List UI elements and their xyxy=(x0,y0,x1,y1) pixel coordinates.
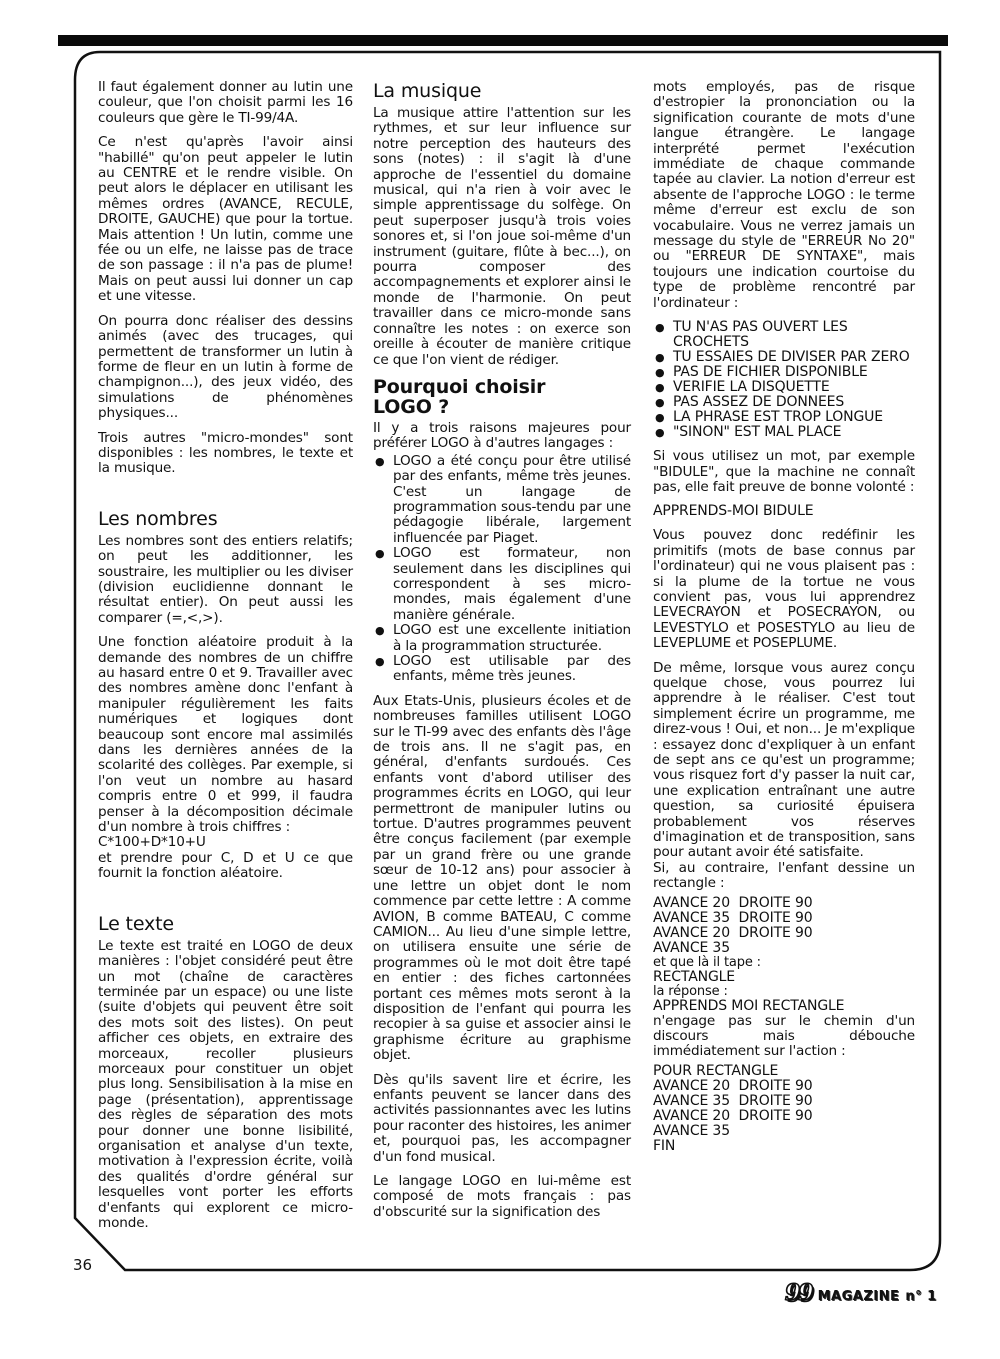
list-item: ● PAS DE FICHIER DISPONIBLE xyxy=(653,365,915,380)
code-line: AVANCE 35 DROITE 90 xyxy=(653,1092,813,1109)
code-line: FIN xyxy=(653,1137,676,1154)
paragraph: n'engage pas sur le chemin d'un discours mais débouche immédiatement sur l'action : xyxy=(653,1012,915,1060)
paragraph: Il faut également donner au lutin une couleur, que l'on choisit parmi les 16 couleurs que gère le TI-99/4A. xyxy=(98,79,353,126)
code-block-pour-rectangle xyxy=(653,1064,915,1154)
paragraph: Le texte est traité en LOGO de deux manières : l'objet considéré peut être un mot (chaîne de caractères terminée par un espace) ou une liste (suite d'objets qui peuvent être soit des mots soit des listes). On peut afficher ces objets, en extraire des morceaux, recoller plusieurs morceaux pour constituer un objet plus long. Sensibilisation à la mise en page (présentation), apprentissage des règles de séparation des mots pour donner une bonne lisibilité, organisation et analyse d'un texte, motivation à l'expression écrite, voilà des qualités d'ordre général sur lesquelles vont porter les efforts d'enfants qui explorent ce micro-monde. xyxy=(98,937,353,1231)
paragraph: Ce n'est qu'après l'avoir ainsi "habillé" qu'on peut appeler le lutin au CENTRE et le rendre visible. On peut alors le déplacer en utilisant les mêmes ordres (AVANCE, RECULE, DROITE, GAUCHE) que pour la tortue. Mais attention ! Un lutin, comme une fée ou un elfe, ne laisse pas de trace de son passage : il n'a pas de plume! Mais on peut aussi lui donner un cap et une vitesse. xyxy=(98,134,353,305)
list-item: ● PAS ASSEZ DE DONNEES xyxy=(653,395,915,410)
code-line: APPRENDS MOI RECTANGLE xyxy=(653,997,845,1014)
section-heading-texte: Le texte xyxy=(98,912,174,935)
code-line: AVANCE 35 xyxy=(653,939,730,956)
paragraph: Une fonction aléatoire produit à la demande des nombres de un chiffre au hasard entre 0 et 9. Travailler avec des nombres amène donc l'enfant à manipuler régulièrement les faits numériques et logiques dont beaucoup sont encore mal assimilés dans les dernières années de la scolarité des collèges. Par exemple, si l'on veut un nombre au hasard compris entre 0 et 999, il faudra penser à la décomposition décimale d'un nombre à trois chiffres : xyxy=(98,634,353,836)
text-line: et que là il tape : xyxy=(653,954,761,970)
magazine-footer xyxy=(785,1280,937,1306)
paragraph: Il y a trois raisons majeures pour préférer LOGO à d'autres langages : xyxy=(373,419,631,452)
code-line: AVANCE 35 xyxy=(653,1122,730,1139)
reasons-list xyxy=(373,454,631,685)
code-line: RECTANGLE xyxy=(653,968,736,985)
paragraph: mots employés, pas de risque d'estropier la prononciation ou la signification courante de mots d'une langue étrangère. Le langage interprété permet l'exécution immédiate de chaque commande tapée au clavier. La notion d'erreur est absente de l'approche LOGO : le terme même d'erreur est exclu de son vocabulaire. Vous ne verrez jamais un message du style de "ERREUR No 20" ou "ERREUR DE SYNTAXE", mais toujours une indication courtoise du type de problème rencontré par l'ordinateur : xyxy=(653,79,915,311)
code-line: AVANCE 35 DROITE 90 xyxy=(653,909,813,926)
list-item: ● LOGO est formateur, non seulement dans les disciplines qui correspondent à ses micro-mondes, mais également d'une manière générale. xyxy=(373,546,631,623)
paragraph: On pourra donc réaliser des dessins animés (avec des trucages, qui permettent de transformer un lutin à forme de fleur en un lutin à forme de champignon...), des jeux vidéo, des simulations de phénomènes physiques... xyxy=(98,312,353,422)
column-1 xyxy=(98,80,353,1240)
paragraph: Si vous utilisez un mot, par exemple "BIDULE", que la machine ne connaît pas, elle fait preuve de bonne volonté : xyxy=(653,448,915,495)
list-item: ● VERIFIE LA DISQUETTE xyxy=(653,380,915,395)
magazine-name: MAGAZINE xyxy=(817,1289,900,1304)
column-3 xyxy=(653,80,915,1163)
magazine-logo-icon: 99 xyxy=(785,1280,812,1306)
code-line: AVANCE 20 DROITE 90 xyxy=(653,1107,813,1124)
paragraph: Le langage LOGO en lui-même est composé de mots français : pas d'obscurité sur la signification des xyxy=(373,1173,631,1220)
paragraph: Vous pouvez donc redéfinir les primitifs (mots de base connus par l'ordinateur) qui ne vous plaisent pas : si la plume de la tortue ne vous convient pas, vous lui apprendrez LEVECRAYON et POSECRAYON, ou LEVESTYLO et POSESTYLO au lieu de LEVEPLUME et POSEPLUME. xyxy=(653,527,915,652)
code-line: POUR RECTANGLE xyxy=(653,1062,779,1079)
issue-number: n° 1 xyxy=(905,1289,937,1304)
section-heading-pourquoi: Pourquoi choisir LOGO ? xyxy=(373,375,546,418)
paragraph: De même, lorsque vous aurez conçu quelque chose, vous pourrez lui apprendre à le réaliser. C'est tout simplement écrire un programme, me direz-vous ! Oui, et non... Je m'explique : essayez donc d'expliquer à un enfant de sept ans ce qu'est un programme; vous risquez fort d'y passer la nuit car, une explication entraînant une autre question, sa curiosité épuisera probablement vos réserves d'imagination et de transposition, sans pour autant avoir été satisfaite. xyxy=(653,659,915,861)
section-heading-nombres: Les nombres xyxy=(98,507,218,530)
list-item: ● LOGO est utilisable par des enfants, même très jeunes. xyxy=(373,654,631,685)
code-line: AVANCE 20 DROITE 90 xyxy=(653,924,813,941)
list-item: ● TU N'AS PAS OUVERT LES CROCHETS xyxy=(653,320,915,350)
code-line: APPRENDS-MOI BIDULE xyxy=(653,503,814,520)
code-block-rectangle xyxy=(653,896,915,956)
formula: C*100+D*10+U xyxy=(98,834,206,851)
paragraph: Dès qu'ils savent lire et écrire, les enfants peuvent se lancer dans des activités passionnantes avec les lutins pour raconter des histoires, les animer et, pourquoi pas, les accompagner d'un fond musical. xyxy=(373,1071,631,1165)
list-item: ● "SINON" EST MAL PLACE xyxy=(653,425,915,440)
paragraph: Aux Etats-Unis, plusieurs écoles et de nombreuses familles utilisent LOGO sur le TI-99 avec des enfants dès l'âge de trois ans. Il ne s'agit pas, en général, d'enfants surdoués. Ces enfants vont d'abord utiliser des programmes écrits en LOGO, qui leur permettront de manipuler lutins ou tortue. D'autres programmes peuvent être conçus facilement (par exemple par un grand frère ou une grande sœur de 10-12 ans) pour associer à une lettre un objet dont le nom commence par cette lettre : A comme AVION, B comme BATEAU, C comme CAMION... Au lieu d'une simple lettre, on utilisera ensuite une série de programmes où le mot doit être tapé en entier : des fiches cartonnées portant ces mêmes mots seront à la disposition de l'enfant qui pourra les recopier à sa guise et associer ainsi le graphisme écriture au graphisme objet. xyxy=(373,692,631,1064)
paragraph: La musique attire l'attention sur les rythmes, et sur leur influence sur notre perception des hauteurs des sons (notes) : il s'agit là d'une approche de l'essentiel du domaine musical, qui n'a rien à voir avec le simple apprentissage du solfège. On peut superposer jusqu'à trois voies sonores et, si l'on joue soi-même d'un instrument (guitare, flûte à bec...), on pourra composer des accompagnements et explorer ainsi le monde de l'harmonie. On peut travailler dans ce micro-monde sans connaître les notes : on exerce son oreille à écouter de manière critique ce que l'on vient de rédiger. xyxy=(373,105,631,368)
list-item: ● LOGO est une excellente initiation à la programmation structurée. xyxy=(373,623,631,654)
column-2 xyxy=(373,80,631,1229)
code-line: AVANCE 20 DROITE 90 xyxy=(653,894,813,911)
list-item: ● LOGO a été conçu pour être utilisé par des enfants, même très jeunes. C'est un langage de programmation sous-tendu par une pédagogie libérale, largement influencée par Piaget. xyxy=(373,454,631,546)
list-item: ● TU ESSAIES DE DIVISER PAR ZERO xyxy=(653,350,915,365)
list-item: ● LA PHRASE EST TROP LONGUE xyxy=(653,410,915,425)
code-line: AVANCE 20 DROITE 90 xyxy=(653,1077,813,1094)
page-number: 36 xyxy=(73,1256,93,1274)
paragraph: Les nombres sont des entiers relatifs; on peut les additionner, les soustraire, les multiplier ou les diviser (division euclidienne donnant le résultat entier). On peut aussi les comparer (=,<,>). xyxy=(98,532,353,626)
paragraph: et prendre pour C, D et U ce que fournit la fonction aléatoire. xyxy=(98,849,353,882)
section-heading-musique: La musique xyxy=(373,80,482,102)
text-line: la réponse : xyxy=(653,983,728,999)
paragraph: Si, au contraire, l'enfant dessine un rectangle : xyxy=(653,859,915,892)
error-messages-list xyxy=(653,320,915,440)
paragraph: Trois autres "micro-mondes" sont disponibles : les nombres, le texte et la musique. xyxy=(98,429,353,477)
